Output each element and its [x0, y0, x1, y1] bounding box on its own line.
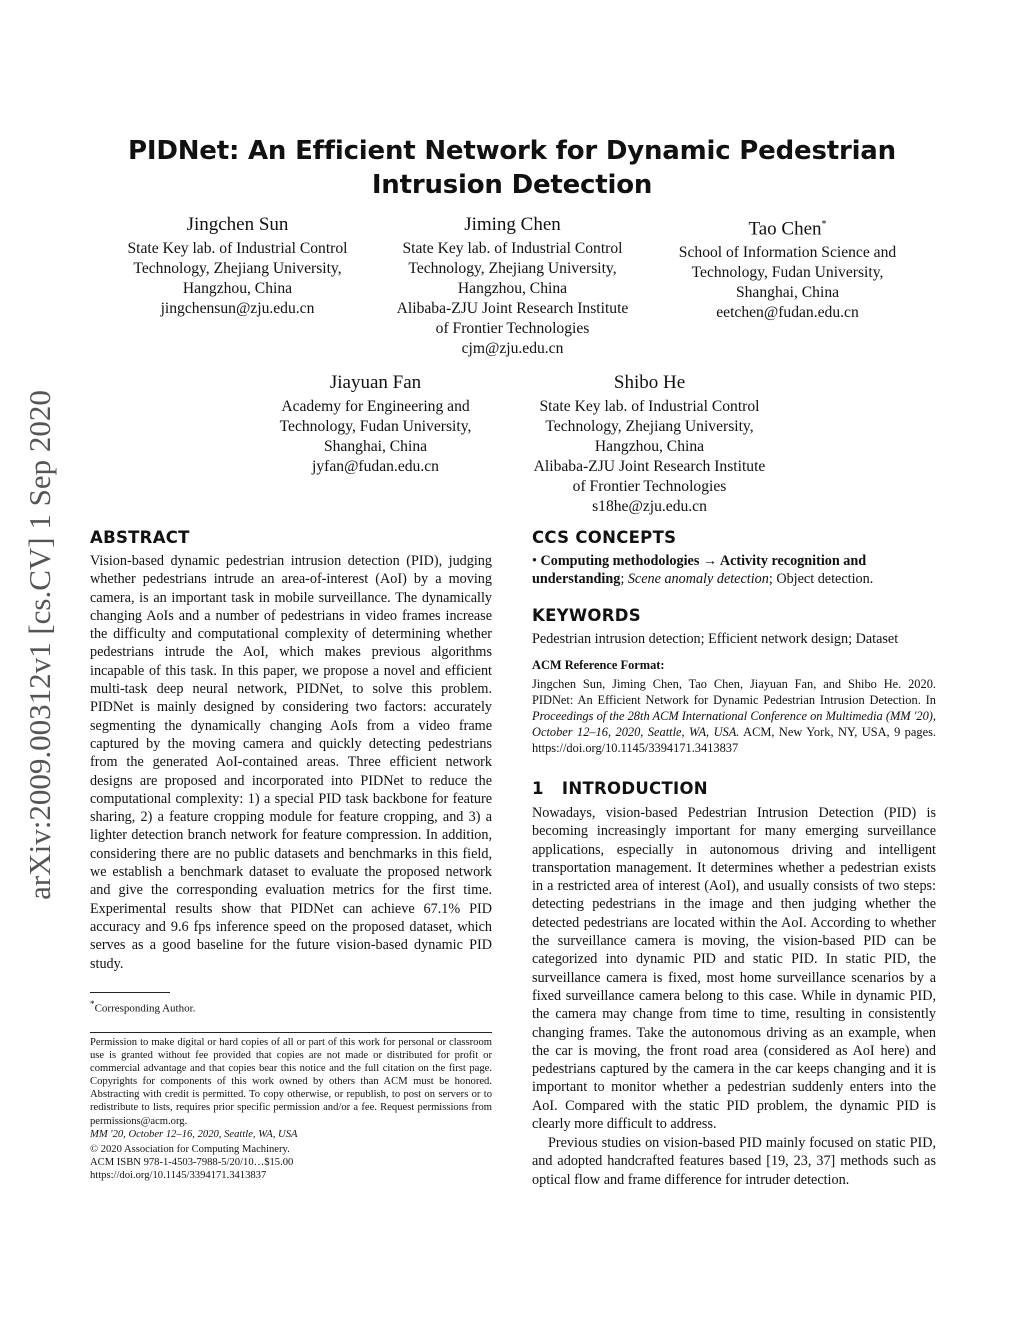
- paper-title: PIDNet: An Efficient Network for Dynamic Pedestrian Intrusion Detection: [128, 136, 896, 200]
- acm-ref-line1: Jingchen Sun, Jiming Chen, Tao Chen, Jiayuan Fan, and Shibo He. 2020. PIDNet: An Efficient Network for Dynamic Pedestrian Intrusion Detection. In: [532, 677, 936, 707]
- author-affiliation: of Frontier Technologies: [435, 320, 590, 337]
- author-block: [100, 214, 375, 319]
- permission-text: Permission to make digital or hard copies of all or part of this work for personal or classroom use is granted without fee provided that copies are not made or distributed for profit or commercial advantage and that copies bear this notice and the full citation on the first page. Copyrights for components of this work owned by others than ACM must be honored. Abstracting with credit is permitted. To copy otherwise, or republish, to post on servers or to redistribute to lists, requires prior specific permission and/or a fee. Request permissions from permissions@acm.org.: [90, 1037, 492, 1127]
- ccs-primary: Computing methodologies → Activity recognition and understanding: [532, 553, 867, 588]
- abstract-text: Vision-based dynamic pedestrian intrusion detection (PID), judging whether pedestrians intrude an area-of-interest (AoI) by a moving camera, is an important task in mobile surveillance. The dynamically changing AoIs and a number of pedestrians in video frames increase the difficulty and computational complexity of determining whether pedestrians intrude the AoI, which makes previous algorithms incapable of this task. In this paper, we propose a novel and efficient multi-task deep neural network, PIDNet, to solve this problem. PIDNet is mainly designed by considering two factors: accurately segmenting the dynamically changing AoIs from a video frame captured by the moving camera and quickly detecting pedestrians from the generated AoI-contained areas. Three efficient network designs are proposed and incorporated into PIDNet to reduce the computational complexity: 1) a special PID task backbone for feature sharing, 2) a feature cropping module for feature cropping, and 3) a lighter detection branch network for feature compression. In addition, considering there are no public datasets and benchmarks in this field, we establish a benchmark dataset to evaluate the proposed network and give the corresponding evaluation metrics for the first time. Experimental results show that PIDNet can achieve 67.1% PID accuracy and 9.6 fps inference speed on the proposed dataset, which serves as a good baseline for the future vision-based dynamic PID study.: [90, 553, 492, 972]
- ccs-concepts: [532, 552, 936, 589]
- author-block: [512, 372, 787, 517]
- intro-paragraph-2: Previous studies on vision-based PID mainly focused on static PID, and adopted handcrafted features based [19, 23, 37] methods such as optical flow and frame difference for intruder detection.: [532, 1135, 936, 1188]
- corresponding-mark: *: [821, 219, 827, 230]
- author-name: Jiayuan Fan: [329, 372, 422, 393]
- author-block: [375, 214, 650, 359]
- acm-ref-text: [532, 676, 936, 756]
- author-affiliation: Hangzhou, China: [182, 280, 293, 297]
- author-affiliation: Shanghai, China: [323, 438, 428, 455]
- acm-ref-line2: ACM, New York, NY, USA, 9 pages. https://doi.org/10.1145/3394171.3413837: [532, 725, 936, 755]
- keywords-text: Pedestrian intrusion detection; Efficient network design; Dataset: [532, 631, 899, 647]
- author-affiliation: Academy for Engineering and: [281, 398, 470, 415]
- venue-line: [90, 1128, 492, 1141]
- footnote: [90, 998, 492, 1016]
- venue-text: MM '20, October 12–16, 2020, Seattle, WA, USA: [90, 1128, 298, 1140]
- abstract-heading: ABSTRACT: [90, 528, 190, 547]
- isbn-line: ACM ISBN 978-1-4503-7988-5/20/10…$15.00: [90, 1156, 294, 1168]
- author-affiliation: of Frontier Technologies: [572, 478, 727, 495]
- doi-line: https://doi.org/10.1145/3394171.3413837: [90, 1169, 267, 1181]
- arxiv-identifier: [20, 360, 60, 930]
- acm-ref-heading: ACM Reference Format:: [532, 658, 665, 672]
- author-block: [650, 214, 925, 323]
- ccs-bullet: •: [532, 553, 537, 569]
- author-affiliation: Technology, Zhejiang University,: [133, 260, 342, 277]
- author-affiliation: Alibaba-ZJU Joint Research Institute: [396, 300, 629, 317]
- author-name: Jingchen Sun: [186, 214, 289, 235]
- acm-ref-proceedings: Proceedings of the 28th ACM International Conference on Multimedia (MM '20), October 12–16, 2020, Seattle, WA, USA.: [532, 709, 936, 739]
- author-affiliation: Hangzhou, China: [457, 280, 568, 297]
- author-affiliation: Technology, Zhejiang University,: [545, 418, 754, 435]
- author-name: Jiming Chen: [464, 214, 561, 235]
- author-affiliation: School of Information Science and: [678, 244, 897, 262]
- author-affiliation: Technology, Fudan University,: [691, 264, 884, 282]
- author-name-text: Tao Chen: [748, 218, 822, 240]
- ccs-rest: ; Object detection.: [768, 571, 874, 588]
- copyright-line: © 2020 Association for Computing Machinery.: [90, 1143, 290, 1155]
- keywords-heading: KEYWORDS: [532, 606, 641, 625]
- ccs-separator: ;: [620, 571, 628, 588]
- author-affiliation: Hangzhou, China: [594, 438, 705, 455]
- author-name: Shibo He: [613, 372, 686, 393]
- author-email: s18he@zju.edu.cn: [592, 498, 707, 515]
- author-affiliation: Technology, Zhejiang University,: [408, 260, 617, 277]
- author-block: [238, 372, 513, 477]
- author-affiliation: Shanghai, China: [735, 284, 840, 302]
- author-email: cjm@zju.edu.cn: [461, 340, 564, 357]
- author-affiliation: Technology, Fudan University,: [279, 418, 472, 435]
- permission-rule: [90, 1032, 492, 1033]
- intro-heading: 1 INTRODUCTION: [532, 779, 708, 798]
- footnote-rule: [90, 992, 170, 993]
- author-email: eetchen@fudan.edu.cn: [716, 304, 859, 322]
- author-name: [650, 214, 925, 240]
- footnote-text: Corresponding Author.: [94, 1002, 196, 1015]
- author-affiliation: State Key lab. of Industrial Control: [127, 240, 348, 257]
- intro-paragraph-1: Nowadays, vision-based Pedestrian Intrusion Detection (PID) is becoming increasingly important for many emerging surveillance applications, especially in autonomous driving and intelligent transportation management. It determines whether a pedestrian exists in a restricted area of interest (AoI), and usually consists of two steps: detecting pedestrians in the image and then judging whether the detected pedestrians are located within the AoI. According to whether the surveillance camera is moving, the vision-based PID can be categorized into dynamic PID and static PID. In static PID, the surveillance camera is fixed, most home surveillance scenarios by a fixed surveillance camera belong to this case. While in dynamic PID, the camera may change from time to time, resulting in consistently changing frames. Take the autonomous driving as an example, when the car is moving, the front road area (considered as AoI here) and pedestrians captured by the camera in the car keeps changing and it is important to monitor whether a pedestrian suddenly enters into the AoI. Compared with the static PID problem, the dynamic PID is clearly more difficult to address.: [532, 805, 936, 1133]
- author-affiliation: Alibaba-ZJU Joint Research Institute: [533, 458, 766, 475]
- author-affiliation: State Key lab. of Industrial Control: [402, 240, 623, 257]
- arxiv-identifier-text: arXiv:2009.00312v1 [cs.CV] 1 Sep 2020: [22, 390, 57, 900]
- footnote-mark: *: [90, 999, 95, 1009]
- ccs-heading: CCS CONCEPTS: [532, 528, 677, 547]
- author-email: jingchensun@zju.edu.cn: [160, 300, 315, 317]
- author-affiliation: State Key lab. of Industrial Control: [539, 398, 760, 415]
- ccs-secondary: Scene anomaly detection: [627, 571, 769, 588]
- author-email: jyfan@fudan.edu.cn: [312, 458, 439, 475]
- permission-block: [90, 1036, 492, 1182]
